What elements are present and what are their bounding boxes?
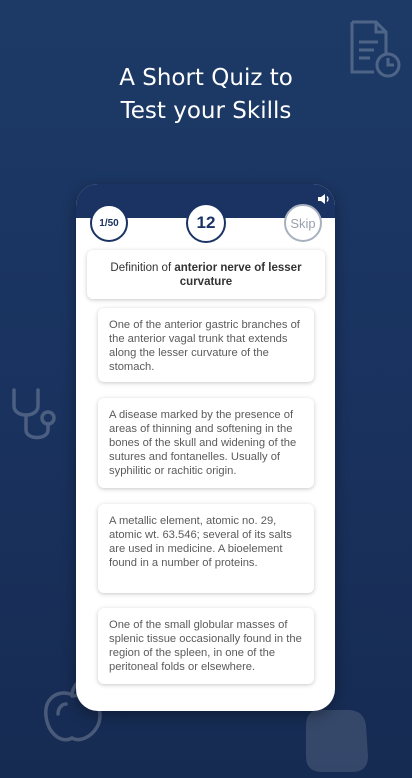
skip-button[interactable]: Skip [284,204,322,242]
answer-option-2[interactable]: A disease marked by the presence of areas of thinning and softening in the bones of the skull and widening of the sutures and fontanelles. Usually of syphilitic or rachitic origin. [98,398,314,488]
question-term: anterior nerve of lesser curvature [174,261,302,288]
stethoscope-icon [8,386,68,448]
answer-option-1[interactable]: One of the anterior gastric branches of the anterior vagal trunk that extends along the lesser curvature of the stomach. [98,308,314,382]
question-text [101,261,311,289]
promo-headline-line2: Test your Skills [120,98,292,124]
answer-option-4[interactable]: One of the small globular masses of splenic tissue occasionally found in the region of the spleen, in one of the peritoneal folds or elsewhere. [98,608,314,684]
speaker-icon[interactable] [317,193,331,205]
promo-headline [0,62,412,128]
countdown-timer: 12 [186,203,226,243]
promo-headline-line1: A Short Quiz to [119,65,293,91]
question-card [87,250,325,299]
answer-option-3[interactable]: A metallic element, atomic no. 29, atomic wt. 63.546; several of its salts are used in medicine. A bioelement found in a number of proteins. [98,504,314,593]
rounded-square-shape [302,704,372,778]
phone-mockup [76,184,335,711]
question-counter: 1/50 [90,204,128,242]
question-prefix: Definition of [110,261,175,274]
